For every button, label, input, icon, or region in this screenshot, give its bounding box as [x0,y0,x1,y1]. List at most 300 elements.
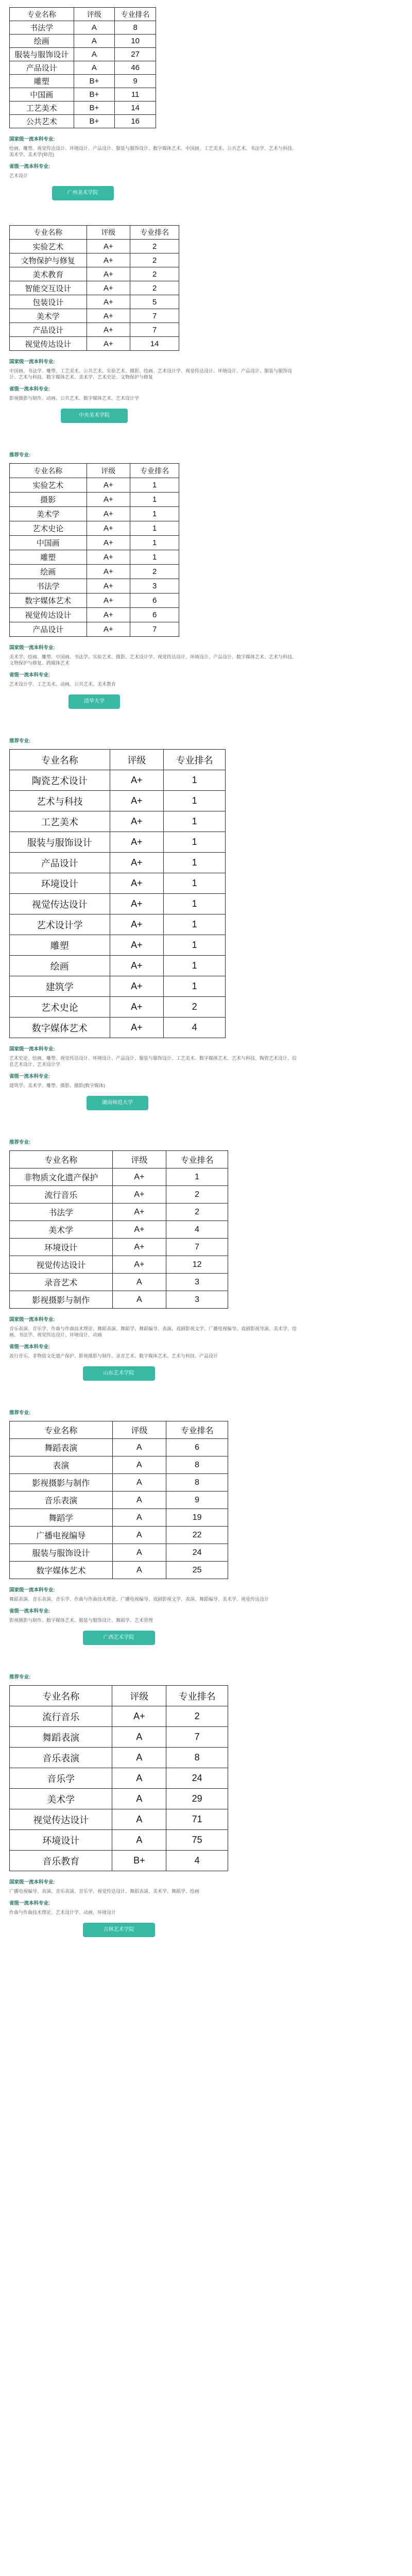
recommend-label: 推荐专业: [9,452,31,459]
table-row [10,281,179,295]
rank-cell: 1 [164,832,226,853]
major-notes [9,1587,298,1623]
note-heading: 国家级一流本科专业: [9,645,55,651]
grade-cell: A+ [112,1706,166,1727]
rank-cell: 5 [130,295,179,309]
table-row [10,1809,228,1830]
rank-cell: 10 [115,35,156,48]
table-header-cell: 专业名称 [10,464,87,478]
major-name-cell: 绘画 [10,35,74,48]
table-row [10,550,179,565]
rank-cell: 7 [130,323,179,337]
grade-cell: A+ [112,1256,166,1274]
grade-cell: A+ [112,1168,166,1186]
table-row [10,770,226,791]
grade-cell: A+ [110,894,164,914]
table-row [10,1789,228,1809]
note-heading: 国家级一流本科专业: [9,359,55,365]
table-header-cell: 专业排名 [130,464,179,478]
grade-cell: B+ [112,1851,166,1871]
rank-cell: 25 [166,1562,228,1579]
rank-cell: 1 [166,1168,228,1186]
grade-cell: A+ [87,281,130,295]
table-row [10,811,226,832]
table-row [10,935,226,956]
table-row [10,853,226,873]
rank-cell: 12 [166,1256,228,1274]
table-header-row [10,464,179,478]
rank-cell: 14 [130,337,179,351]
note-text: 音乐表演、音乐学、作曲与作曲技术理论、舞蹈表演、舞蹈学、舞蹈编导、表演、戏剧影视文学、广播电视编导、戏剧影视导演、美术学、绘画、书法学、视觉传达设计、环境设计、动画 [9,1326,297,1338]
rank-cell: 8 [115,21,156,35]
major-name-cell: 产品设计 [10,61,74,75]
table-row [10,579,179,594]
section-gap [0,1118,412,1128]
table-header-cell: 专业排名 [164,750,226,770]
grade-cell: A [74,48,115,61]
rank-cell: 14 [115,101,156,115]
rank-cell: 19 [166,1509,228,1527]
rank-cell: 11 [115,88,156,101]
major-notes [9,1317,298,1359]
rank-cell: 6 [166,1439,228,1456]
grade-cell: A [112,1492,166,1509]
grade-cell: A+ [87,622,130,637]
major-notes [9,359,298,401]
note-text: 舞蹈表演、音乐表演、音乐学、作曲与作曲技术理论、广播电视编导、戏剧影视文学、表演、舞蹈编导、美术学、视觉传达设计 [9,1597,269,1602]
table-header-cell: 评级 [110,750,164,770]
table-header-cell: 专业排名 [130,226,179,240]
rank-cell: 4 [166,1221,228,1239]
major-name-cell: 绘画 [10,956,110,976]
rank-cell: 7 [166,1727,228,1748]
major-name-cell: 视觉传达设计 [10,337,87,351]
school-link-button[interactable]: 吉林艺术学院 [83,1923,155,1937]
major-name-cell: 包装设计 [10,295,87,309]
table-row [10,1221,228,1239]
note-block [9,137,298,158]
section-gap [0,1653,412,1663]
major-name-cell: 建筑学 [10,976,110,997]
table-row [10,1509,228,1527]
rank-cell: 2 [166,1186,228,1204]
major-name-cell: 视觉传达设计 [10,608,87,622]
major-name-cell: 书法学 [10,579,87,594]
ranking-section [0,218,412,431]
grade-cell: A+ [110,791,164,811]
grade-cell: A [74,61,115,75]
table-row [10,1274,228,1291]
rank-cell: 4 [166,1851,228,1871]
table-row [10,1018,226,1038]
ranking-table [9,749,226,1038]
school-link-button[interactable]: 山东艺术学院 [83,1366,155,1381]
rank-cell: 1 [164,770,226,791]
rank-cell: 6 [130,594,179,608]
major-name-cell: 美术学 [10,309,87,323]
major-notes [9,1046,298,1089]
major-name-cell: 环境设计 [10,1830,112,1851]
table-header-row [10,1421,228,1439]
major-name-cell: 文物保护与修复 [10,253,87,267]
note-heading: 国家级一流本科专业: [9,1587,55,1594]
grade-cell: A [112,1562,166,1579]
major-name-cell: 表演 [10,1456,113,1474]
rank-cell: 22 [166,1527,228,1544]
major-name-cell: 公共艺术 [10,115,74,128]
grade-cell: A+ [87,521,130,536]
grade-cell: A+ [87,550,130,565]
major-name-cell: 美术学 [10,507,87,521]
table-row [10,536,179,550]
major-name-cell: 广播电视编导 [10,1527,113,1544]
grade-cell: A+ [110,853,164,873]
rank-cell: 1 [130,550,179,565]
grade-cell: A [112,1768,166,1789]
rank-cell: 1 [164,873,226,894]
major-name-cell: 书法学 [10,1204,113,1221]
rank-cell: 1 [130,478,179,493]
ranking-table [9,225,179,351]
rank-cell: 2 [130,240,179,253]
grade-cell: B+ [74,115,115,128]
school-link-button[interactable]: 广州美术学院 [52,186,114,200]
school-link-button[interactable]: 中央美术学院 [61,409,128,423]
major-name-cell: 服装与服饰设计 [10,48,74,61]
ranking-section [0,440,412,717]
rank-cell: 3 [166,1291,228,1309]
major-name-cell: 舞蹈学 [10,1509,113,1527]
table-header-cell: 专业排名 [166,1421,228,1439]
ranking-section [0,1128,412,1389]
grade-cell: A+ [87,478,130,493]
table-row [10,1706,228,1727]
major-name-cell: 视觉传达设计 [10,1809,112,1830]
table-header-cell: 专业排名 [166,1686,228,1706]
grade-cell: A+ [110,873,164,894]
note-heading: 省级一流本科专业: [9,1608,50,1615]
note-heading: 省级一流本科专业: [9,1344,50,1350]
table-header-row [10,226,179,240]
grade-cell: A+ [87,337,130,351]
table-row [10,1168,228,1186]
grade-cell: A+ [110,811,164,832]
recommend-label: 推荐专业: [9,1674,31,1681]
table-row [10,914,226,935]
rank-cell: 9 [166,1492,228,1509]
major-name-cell: 环境设计 [10,873,110,894]
note-heading: 省级一流本科专业: [9,386,50,393]
rank-cell: 29 [166,1789,228,1809]
major-name-cell: 数字媒体艺术 [10,1562,113,1579]
section-gap [0,1389,412,1398]
note-heading: 省级一流本科专业: [9,1074,50,1080]
table-row [10,832,226,853]
table-row [10,1439,228,1456]
table-row [10,101,156,115]
table-row [10,240,179,253]
major-name-cell: 实验艺术 [10,478,87,493]
major-name-cell: 工艺美术 [10,101,74,115]
note-block [9,645,298,666]
note-heading: 国家级一流本科专业: [9,137,55,142]
table-row [10,1527,228,1544]
rank-cell: 9 [115,75,156,88]
note-text: 绘画、雕塑、视觉传达设计、环境设计、产品设计、服装与服饰设计、数字媒体艺术、中国画、工艺美术、公共艺术、书法学、艺术与科技、美术学、美术学(师范) [9,145,297,157]
grade-cell: A+ [110,956,164,976]
table-header-cell: 评级 [87,464,130,478]
rank-cell: 27 [115,48,156,61]
rank-cell: 2 [166,1706,228,1727]
ranking-section [0,726,412,1118]
rank-cell: 2 [130,565,179,579]
grade-cell: A [112,1544,166,1562]
table-row [10,1291,228,1309]
grade-cell: A [112,1527,166,1544]
note-block [9,1608,298,1623]
table-row [10,115,156,128]
table-row [10,1239,228,1256]
major-name-cell: 影视摄影与制作 [10,1474,113,1492]
major-name-cell: 影视摄影与制作 [10,1291,113,1309]
recommend-label: 推荐专业: [9,1410,31,1416]
note-block [9,1074,298,1089]
table-row [10,1186,228,1204]
rank-cell: 1 [164,791,226,811]
note-block [9,1901,298,1916]
note-block [9,359,298,380]
table-row [10,1474,228,1492]
table-row [10,309,179,323]
ranking-table [9,7,156,128]
major-name-cell: 实验艺术 [10,240,87,253]
note-block [9,1344,298,1359]
table-header-cell: 评级 [74,8,115,21]
table-row [10,894,226,914]
grade-cell: A+ [87,536,130,550]
grade-cell: A+ [110,832,164,853]
note-block [9,672,298,687]
section-gap [0,209,412,218]
rank-cell: 1 [164,935,226,956]
table-row [10,1562,228,1579]
note-text: 建筑学、美术学、雕塑、摄影、摄影(数字媒体) [9,1083,105,1089]
table-row [10,1544,228,1562]
major-notes [9,645,298,687]
table-row [10,493,179,507]
note-block [9,1587,298,1602]
table-row [10,48,156,61]
major-name-cell: 非物质文化遗产保护 [10,1168,113,1186]
grade-cell: A+ [112,1239,166,1256]
note-text: 美术学、绘画、雕塑、中国画、书法学、实验艺术、摄影、艺术设计学、视觉传达设计、环境设计、产品设计、数字媒体艺术、艺术与科技、文物保护与修复、跨媒体艺术 [9,654,297,666]
major-name-cell: 数字媒体艺术 [10,594,87,608]
major-name-cell: 产品设计 [10,323,87,337]
table-row [10,608,179,622]
grade-cell: A [112,1789,166,1809]
major-notes [9,1879,298,1916]
rank-cell: 1 [130,493,179,507]
note-text: 影视摄影与制作、动画、公共艺术、数字媒体艺术、艺术设计学 [9,395,140,401]
rank-cell: 2 [166,1204,228,1221]
school-link-button[interactable]: 湖南师范大学 [87,1096,148,1110]
rank-cell: 7 [130,309,179,323]
note-text: 广播电视编导、表演、音乐表演、音乐学、视觉传达设计、舞蹈表演、美术学、舞蹈学、绘画 [9,1888,200,1894]
rank-cell: 1 [164,914,226,935]
grade-cell: A [112,1474,166,1492]
grade-cell: A+ [87,579,130,594]
major-name-cell: 音乐学 [10,1768,112,1789]
grade-cell: A+ [87,267,130,281]
table-row [10,1851,228,1871]
grade-cell: A+ [87,295,130,309]
note-text: 影视摄影与制作、数字媒体艺术、服装与服饰设计、舞蹈学、艺术管理 [9,1618,153,1623]
rank-cell: 7 [130,622,179,637]
rank-cell: 8 [166,1748,228,1768]
table-header-cell: 专业名称 [10,1151,113,1168]
grade-cell: A [112,1748,166,1768]
table-header-cell: 评级 [112,1421,166,1439]
rank-cell: 24 [166,1768,228,1789]
grade-cell: A+ [112,1221,166,1239]
major-name-cell: 中国画 [10,536,87,550]
ranking-section [0,1398,412,1653]
note-heading: 国家级一流本科专业: [9,1879,55,1886]
rank-cell: 24 [166,1544,228,1562]
major-name-cell: 产品设计 [10,853,110,873]
grade-cell: A+ [87,323,130,337]
major-name-cell: 舞蹈表演 [10,1439,113,1456]
table-header-cell: 专业名称 [10,226,87,240]
note-heading: 国家级一流本科专业: [9,1317,55,1323]
ranking-table [9,1685,228,1871]
table-row [10,1204,228,1221]
note-block [9,1317,298,1338]
recommend-label: 推荐专业: [9,738,31,744]
major-name-cell: 雕塑 [10,75,74,88]
rank-cell: 8 [166,1456,228,1474]
grade-cell: A [112,1456,166,1474]
grade-cell: A+ [110,935,164,956]
table-row [10,1727,228,1748]
section-gap [0,431,412,440]
note-block [9,164,298,179]
grade-cell: A+ [112,1186,166,1204]
note-text: 艺术设计 [9,173,28,178]
note-block [9,386,298,401]
ranking-table [9,1150,228,1309]
school-link-button[interactable]: 广西艺术学院 [83,1631,155,1645]
table-row [10,88,156,101]
note-text: 作曲与作曲技术理论、艺术设计学、动画、环境设计 [9,1909,116,1915]
note-block [9,1879,298,1894]
major-name-cell: 流行音乐 [10,1706,112,1727]
major-name-cell: 工艺美术 [10,811,110,832]
grade-cell: A+ [110,976,164,997]
note-heading: 省级一流本科专业: [9,164,50,170]
table-header-row [10,8,156,21]
grade-cell: A+ [87,309,130,323]
major-name-cell: 服装与服饰设计 [10,1544,113,1562]
grade-cell: A [112,1509,166,1527]
school-link-button[interactable]: 清华大学 [68,694,120,709]
major-name-cell: 艺术与科技 [10,791,110,811]
rank-cell: 46 [115,61,156,75]
rank-cell: 16 [115,115,156,128]
major-name-cell: 音乐教育 [10,1851,112,1871]
grade-cell: A+ [87,608,130,622]
rank-cell: 1 [164,894,226,914]
major-name-cell: 艺术史论 [10,521,87,536]
rank-cell: 75 [166,1830,228,1851]
major-name-cell: 绘画 [10,565,87,579]
table-row [10,323,179,337]
table-row [10,1256,228,1274]
grade-cell: A+ [87,493,130,507]
table-row [10,873,226,894]
grade-cell: A+ [110,997,164,1018]
table-row [10,1830,228,1851]
note-text: 艺术设计学、工艺美术、动画、公共艺术、美术教育 [9,682,116,687]
major-name-cell: 陶瓷艺术设计 [10,770,110,791]
table-row [10,1456,228,1474]
table-row [10,295,179,309]
rank-cell: 2 [130,253,179,267]
grade-cell: A+ [110,914,164,935]
grade-cell: A+ [110,770,164,791]
rank-cell: 4 [164,1018,226,1038]
table-row [10,35,156,48]
grade-cell: A+ [87,565,130,579]
major-name-cell: 视觉传达设计 [10,894,110,914]
rank-cell: 7 [166,1239,228,1256]
table-row [10,75,156,88]
table-row [10,21,156,35]
table-header-cell: 专业名称 [10,750,110,770]
note-text: 流行音乐、非物质文化遗产保护、影视摄影与制作、录音艺术、数字媒体艺术、艺术与科技、产品设计 [9,1353,218,1359]
grade-cell: A+ [87,253,130,267]
rank-cell: 1 [164,811,226,832]
ranking-section [0,1663,412,1945]
table-row [10,337,179,351]
ranking-table [9,1421,228,1579]
table-row [10,594,179,608]
note-block [9,1046,298,1067]
major-name-cell: 数字媒体艺术 [10,1018,110,1038]
grade-cell: B+ [74,88,115,101]
major-name-cell: 美术学 [10,1789,112,1809]
major-name-cell: 音乐表演 [10,1492,113,1509]
rank-cell: 3 [166,1274,228,1291]
major-name-cell: 书法学 [10,21,74,35]
table-row [10,61,156,75]
major-name-cell: 美术教育 [10,267,87,281]
rank-cell: 1 [130,536,179,550]
grade-cell: A [112,1830,166,1851]
table-header-cell: 专业排名 [115,8,156,21]
major-name-cell: 智能交互设计 [10,281,87,295]
grade-cell: A [74,35,115,48]
major-name-cell: 服装与服饰设计 [10,832,110,853]
major-name-cell: 艺术设计学 [10,914,110,935]
rank-cell: 1 [164,976,226,997]
table-header-row [10,750,226,770]
table-header-row [10,1686,228,1706]
major-name-cell: 雕塑 [10,935,110,956]
rank-cell: 2 [164,997,226,1018]
table-row [10,622,179,637]
table-header-cell: 专业排名 [166,1151,228,1168]
